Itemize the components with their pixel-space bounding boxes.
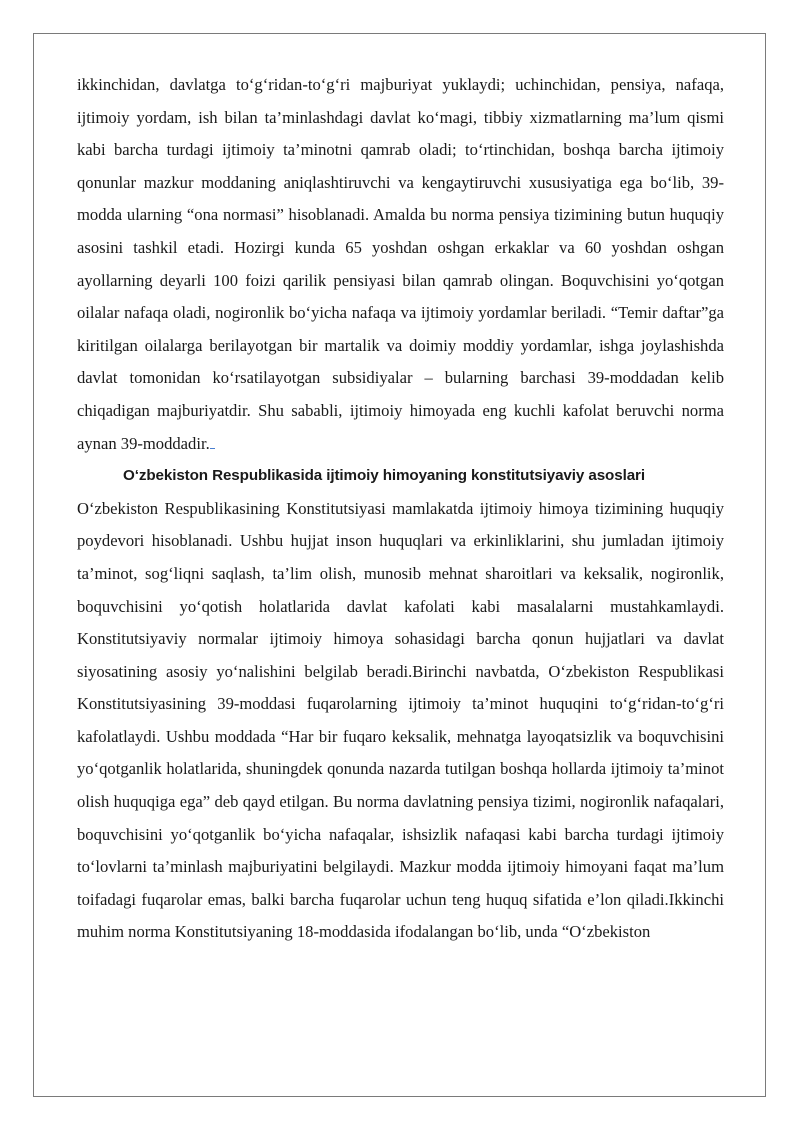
document-body <box>77 69 724 949</box>
section-heading: O‘zbekiston Respublikasida ijtimoiy himoyaning konstitutsiyaviy asoslari <box>123 467 645 485</box>
text-cursor-icon <box>210 430 215 449</box>
paragraph: O‘zbekiston Respublikasining Konstitutsiyasi mamlakatda ijtimoiy himoya tizimining huquqiy poydevori hisoblanadi. Ushbu hujjat inson huquqlari va erkinliklarini, shu jumladan ijtimoiy ta’minot, sog‘liqni saqlash, ta’lim olish, munosib mehnat sharoitlari va keksalik, nogironlik, boquvchisini yo‘qotish holatlarida davlat kafolati kabi masalalarni mustahkamlaydi. Konstitutsiyaviy normalar ijtimoiy himoya sohasidagi barcha qonun hujjatlari va davlat siyosatining asosiy yo‘nalishini belgilab beradi.Birinchi navbatda, O‘zbekiston Respublikasi Konstitutsiyasining 39-moddasi fuqarolarning ijtimoiy ta’minot huquqini to‘g‘ridan-to‘g‘ri kafolatlaydi. Ushbu moddada “Har bir fuqaro keksalik, mehnatga layoqatsizlik va boquvchisini yo‘qotganlik holatlarida, shuningdek qonunda nazarda tutilgan boshqa hollarda ijtimoiy ta’minot olish huquqiga ega” deb qayd etilgan. Bu norma davlatning pensiya tizimi, nogironlik nafaqalari, boquvchisini yo‘qotganlik bo‘yicha nafaqalar, ishsizlik nafaqasi kabi barcha turdagi ijtimoiy to‘lovlarni ta’minlash majburiyatini belgilaydi. Mazkur modda ijtimoiy himoyani faqat ma’lum toifadagi fuqarolar emas, balki barcha fuqarolar uchun teng huquq sifatida e’lon qiladi.Ikkinchi muhim norma Konstitutsiyaning 18-moddasida ifodalangan bo‘lib, unda “O‘zbekiston <box>77 498 724 942</box>
paragraph-text: ikkinchidan, davlatga to‘g‘ridan-to‘g‘ri majburiyat yuklaydi; uchinchidan, pensiya, nafaqa, ijtimoiy yordam, ish bilan ta’minlashdagi davlat ko‘magi, tibbiy xizmatlarning ma’lum qismi kabi barcha turdagi ijtimoiy ta’minotni qamrab oladi; to‘rtinchidan, boshqa barcha ijtimoiy qonunlar mazkur moddaning aniqlashtiruvchi va kengaytiruvchi xususiyatiga ega bo‘lib, 39-modda ularning “ona normasi” hisoblanadi. Amalda bu norma pensiya tizimining butun huquqiy asosini tashkil etadi. Hozirgi kunda 65 yoshdan oshgan erkaklar va 60 yoshdan oshgan ayollarning deyarli 100 foizi qarilik pensiyasi bilan qamrab olingan. Boquvchisini yo‘qotgan oilalar nafaqa oladi, nogironlik bo‘yicha nafaqa va ijtimoiy yordamlar beriladi. “Temir daftar”ga kiritilgan oilalarga berilayotgan bir martalik va doimiy moddiy yordamlar, ishga joylashishda davlat tomonidan ko‘rsatilayotgan subsidiyalar – bularning barchasi 39-moddadan kelib chiqadigan majburiyatdir. Shu sababli, ijtimoiy himoyada eng kuchli kafolat beruvchi norma aynan 39-moddadir. <box>77 75 724 453</box>
paragraph <box>77 69 724 460</box>
